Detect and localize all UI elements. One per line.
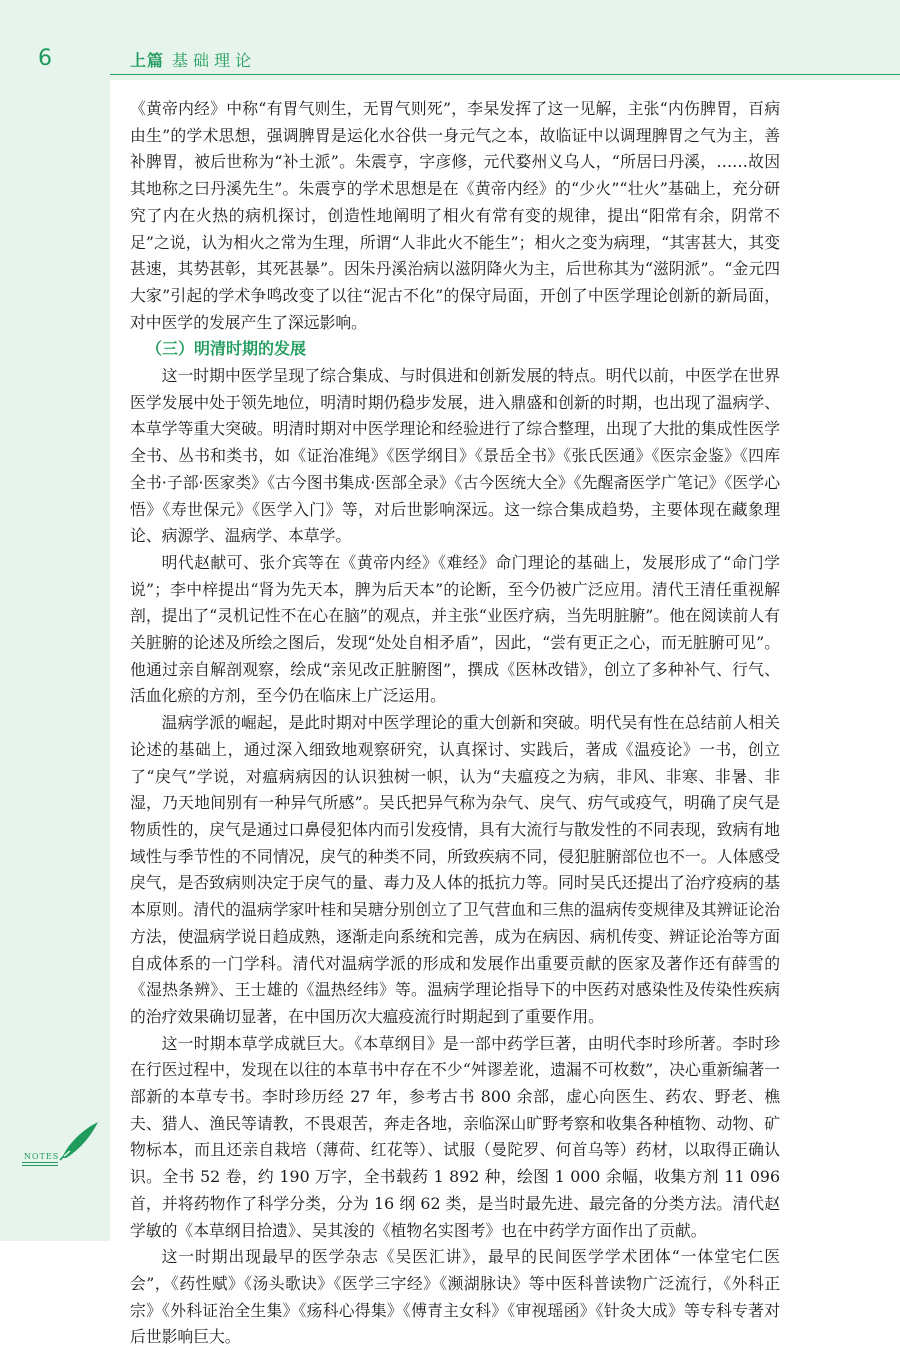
paragraph: 这一时期出现最早的医学杂志《吴医汇讲》，最早的民间医学学术团体“一体堂宅仁医会”，《药性赋》《汤头歌诀》《医学三字经》《濒湖脉诀》等中医科普读物广泛流行，《外科正宗》《外科证治全生集》《疡科心得集》《傅青主女科》《审视瑶函》《针灸大成》等专科专著对后世影响巨大。 <box>130 1247 780 1347</box>
left-margin-band <box>0 0 110 1241</box>
section-heading: （三）明清时期的发展 <box>146 339 307 359</box>
page-number: 6 <box>38 46 52 71</box>
notes-label: NOTES <box>24 1152 60 1161</box>
header-rule <box>110 74 900 75</box>
paragraph: 这一时期本草学成就巨大。《本草纲目》是一部中药学巨著，由明代李时珍所著。李时珍在行医过程中，发现在以往的本草书中存在不少“舛谬差讹，遗漏不可枚数”，决心重新编著一部新的本草专书。李时珍历经 27 年，参考古书 800 余部，虚心向医生、药农、野老、樵夫、猎人、渔民等请教，不畏艰苦，奔走各地，亲临深山旷野考察和收集各种植物、动物、矿物标本，而且还亲自栽培（薄荷、红花等）、试服（曼陀罗、何首乌等）药材，以取得正确认识。全书 52 卷，约 190 万字，全书载药 1 892 种，绘图 1 000 余幅，收集方剂 11 096 首，并将药物作了科学分类，分为 16 纲 62 类，是当时最先进、最完备的分类方法。清代赵学敏的《本草纲目拾遗》、吴其浚的《植物名实图考》也在中药学方面作出了贡献。 <box>130 1033 780 1240</box>
notes-underline <box>22 1165 58 1166</box>
paragraph: 这一时期中医学呈现了综合集成、与时俱进和创新发展的特点。明代以前，中医学在世界医学发展中处于领先地位，明清时期仍稳步发展，进入鼎盛和创新的时期，也出现了温病学、本草学等重大突破。明清时期对中医学理论和经验进行了综合整理，出现了大批的集成性医学全书、丛书和类书，如《证治准绳》《医学纲目》《景岳全书》《张氏医通》《医宗金鉴》《四库全书·子部·医家类》《古今图书集成·医部全录》《古今医统大全》《先醒斋医学广笔记》《医学心悟》《寿世保元》《医学入门》等，对后世影响深远。这一综合集成趋势，主要体现在藏象理论、病源学、温病学、本草学。 <box>130 366 780 546</box>
paragraph: 明代赵献可、张介宾等在《黄帝内经》《难经》命门理论的基础上，发展形成了“命门学说”；李中梓提出“肾为先天本，脾为后天本”的论断，至今仍被广泛应用。清代王清任重视解剖，提出了“灵机记性不在心在脑”的观点，并主张“业医疗病，当先明脏腑”。他在阅读前人有关脏腑的论述及所绘之图后，发现“处处自相矛盾”，因此，“尝有更正之心，而无脏腑可见”。他通过亲自解剖观察，绘成“亲见改正脏腑图”，撰成《医林改错》，创立了多种补气、行气、活血化瘀的方剂，至今仍在临床上广泛运用。 <box>130 552 780 706</box>
notes-underline <box>22 1162 58 1163</box>
header-part: 上篇 <box>130 51 165 70</box>
pen-icon <box>58 1118 104 1162</box>
running-header <box>130 48 256 71</box>
notes-marker <box>18 1118 98 1168</box>
body-text <box>130 96 780 1351</box>
header-title: 基础理论 <box>172 51 257 70</box>
paragraph: 《黄帝内经》中称“有胃气则生，无胃气则死”，李杲发挥了这一见解，主张“内伤脾胃，百病由生”的学术思想，强调脾胃是运化水谷供一身元气之本，故临证中以调理脾胃之气为主，善补脾胃，被后世称为“补土派”。朱震亨，字彦修，元代婺州义乌人，“所居曰丹溪，……故因其地称之曰丹溪先生”。朱震亨的学术思想是在《黄帝内经》的“少火”“壮火”基础上，充分研究了内在火热的病机探讨，创造性地阐明了相火有常有变的规律，提出“阳常有余，阴常不足”之说，认为相火之常为生理，所谓“人非此火不能生”；相火之变为病理，“其害甚大，其变甚速，其势甚彰，其死甚暴”。因朱丹溪治病以滋阴降火为主，后世称其为“滋阴派”。“金元四大家”引起的学术争鸣改变了以往“泥古不化”的保守局面，开创了中医学理论创新的新局面，对中医学的发展产生了深远影响。 <box>130 99 780 332</box>
paragraph: 温病学派的崛起，是此时期对中医学理论的重大创新和突破。明代吴有性在总结前人相关论述的基础上，通过深入细致地观察研究，认真探讨、实践后，著成《温疫论》一书，创立了“戾气”学说，对瘟病病因的认识独树一帜，认为“夫瘟疫之为病，非风、非寒、非暑、非湿，乃天地间别有一种异气所感”。吴氏把异气称为杂气、戾气、疠气或疫气，明确了戾气是物质性的，戾气是通过口鼻侵犯体内而引发疫情，具有大流行与散发性的不同表现，致病有地域性与季节性的不同情况，戾气的种类不同，所致疾病不同，侵犯脏腑部位也不一。人体感受戾气，是否致病则决定于戾气的量、毒力及人体的抵抗力等。同时吴氏还提出了治疗疫病的基本原则。清代的温病学家叶桂和吴瑭分别创立了卫气营血和三焦的温病传变规律及其辨证论治方法，使温病学说日趋成熟，逐渐走向系统和完善，成为在病因、病机传变、辨证论治等方面自成体系的一门学科。清代对温病学派的形成和发展作出重要贡献的医家及著作还有薛雪的《湿热条辨》、王士雄的《温热经纬》等。温病学理论指导下的中医药对感染性及传染性疾病的治疗效果确切显著，在中国历次大瘟疫流行时期起到了重要作用。 <box>130 713 780 1026</box>
